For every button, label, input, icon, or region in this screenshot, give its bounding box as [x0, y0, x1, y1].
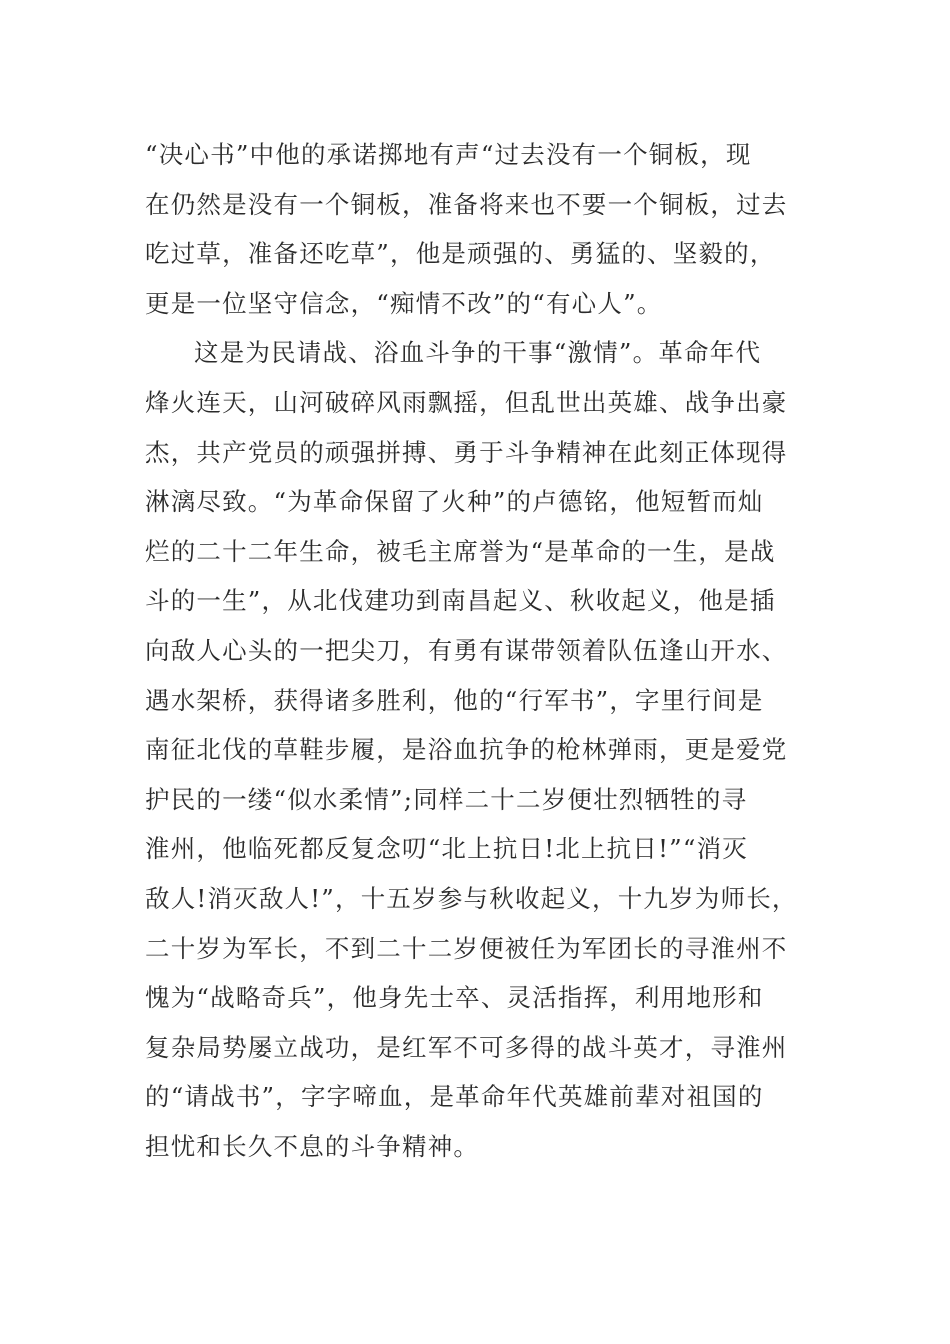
text-line: 淋漓尽致。“为革命保留了火种”的卢德铭，他短暂而灿 — [145, 487, 764, 517]
text-line: 烂的二十二年生命，被毛主席誉为“是革命的一生，是战 — [145, 536, 776, 566]
text-line: 愧为“战略奇兵”，他身先士卒、灵活指挥，利用地形和 — [145, 983, 764, 1013]
paragraph-2 — [145, 328, 805, 1171]
text-line: 护民的一缕“似水柔情”;同样二十二岁便壮烈牺牲的寻 — [145, 784, 748, 814]
text-line: 二十岁为军长，不到二十二岁便被任为军团长的寻淮州不 — [145, 933, 788, 963]
text-line: 担忧和长久不息的斗争精神。 — [145, 1131, 480, 1161]
text-line: 南征北伐的草鞋步履，是浴血抗争的枪林弹雨，更是爱党 — [145, 735, 788, 765]
text-line: 更是一位坚守信念，“痴情不改”的“有心人”。 — [145, 288, 663, 318]
text-line: 杰，共产党员的顽强拼搏、勇于斗争精神在此刻正体现得 — [145, 437, 788, 467]
body-text — [145, 130, 805, 1171]
text-line: “决心书”中他的承诺掷地有声“过去没有一个铜板，现 — [145, 140, 752, 169]
text-line: 烽火连天，山河破碎风雨飘摇，但乱世出英雄、战争出豪 — [145, 387, 788, 417]
text-line: 淮州，他临死都反复念叨“北上抗日!北上抗日!”“消灭 — [145, 834, 748, 864]
text-line: 敌人!消灭敌人!”，十五岁参与秋收起义，十九岁为师长， — [145, 883, 798, 913]
text-line: 向敌人心头的一把尖刀，有勇有谋带领着队伍逢山开水、 — [145, 635, 788, 665]
text-line: 的“请战书”，字字啼血，是革命年代英雄前辈对祖国的 — [145, 1082, 764, 1112]
text-line: 斗的一生”，从北伐建功到南昌起义、秋收起义，他是插 — [145, 586, 776, 616]
text-line: 这是为民请战、浴血斗争的干事“激情”。革命年代 — [194, 338, 762, 368]
text-line: 遇水架桥，获得诸多胜利，他的“行军书”，字里行间是 — [145, 685, 764, 715]
text-line: 复杂局势屡立战功，是红军不可多得的战斗英才，寻淮州 — [145, 1032, 788, 1062]
text-line: 在仍然是没有一个铜板，准备将来也不要一个铜板，过去 — [145, 189, 788, 219]
paragraph-1 — [145, 130, 805, 328]
text-line: 吃过草，准备还吃草”，他是顽强的、勇猛的、坚毅的， — [145, 239, 776, 269]
